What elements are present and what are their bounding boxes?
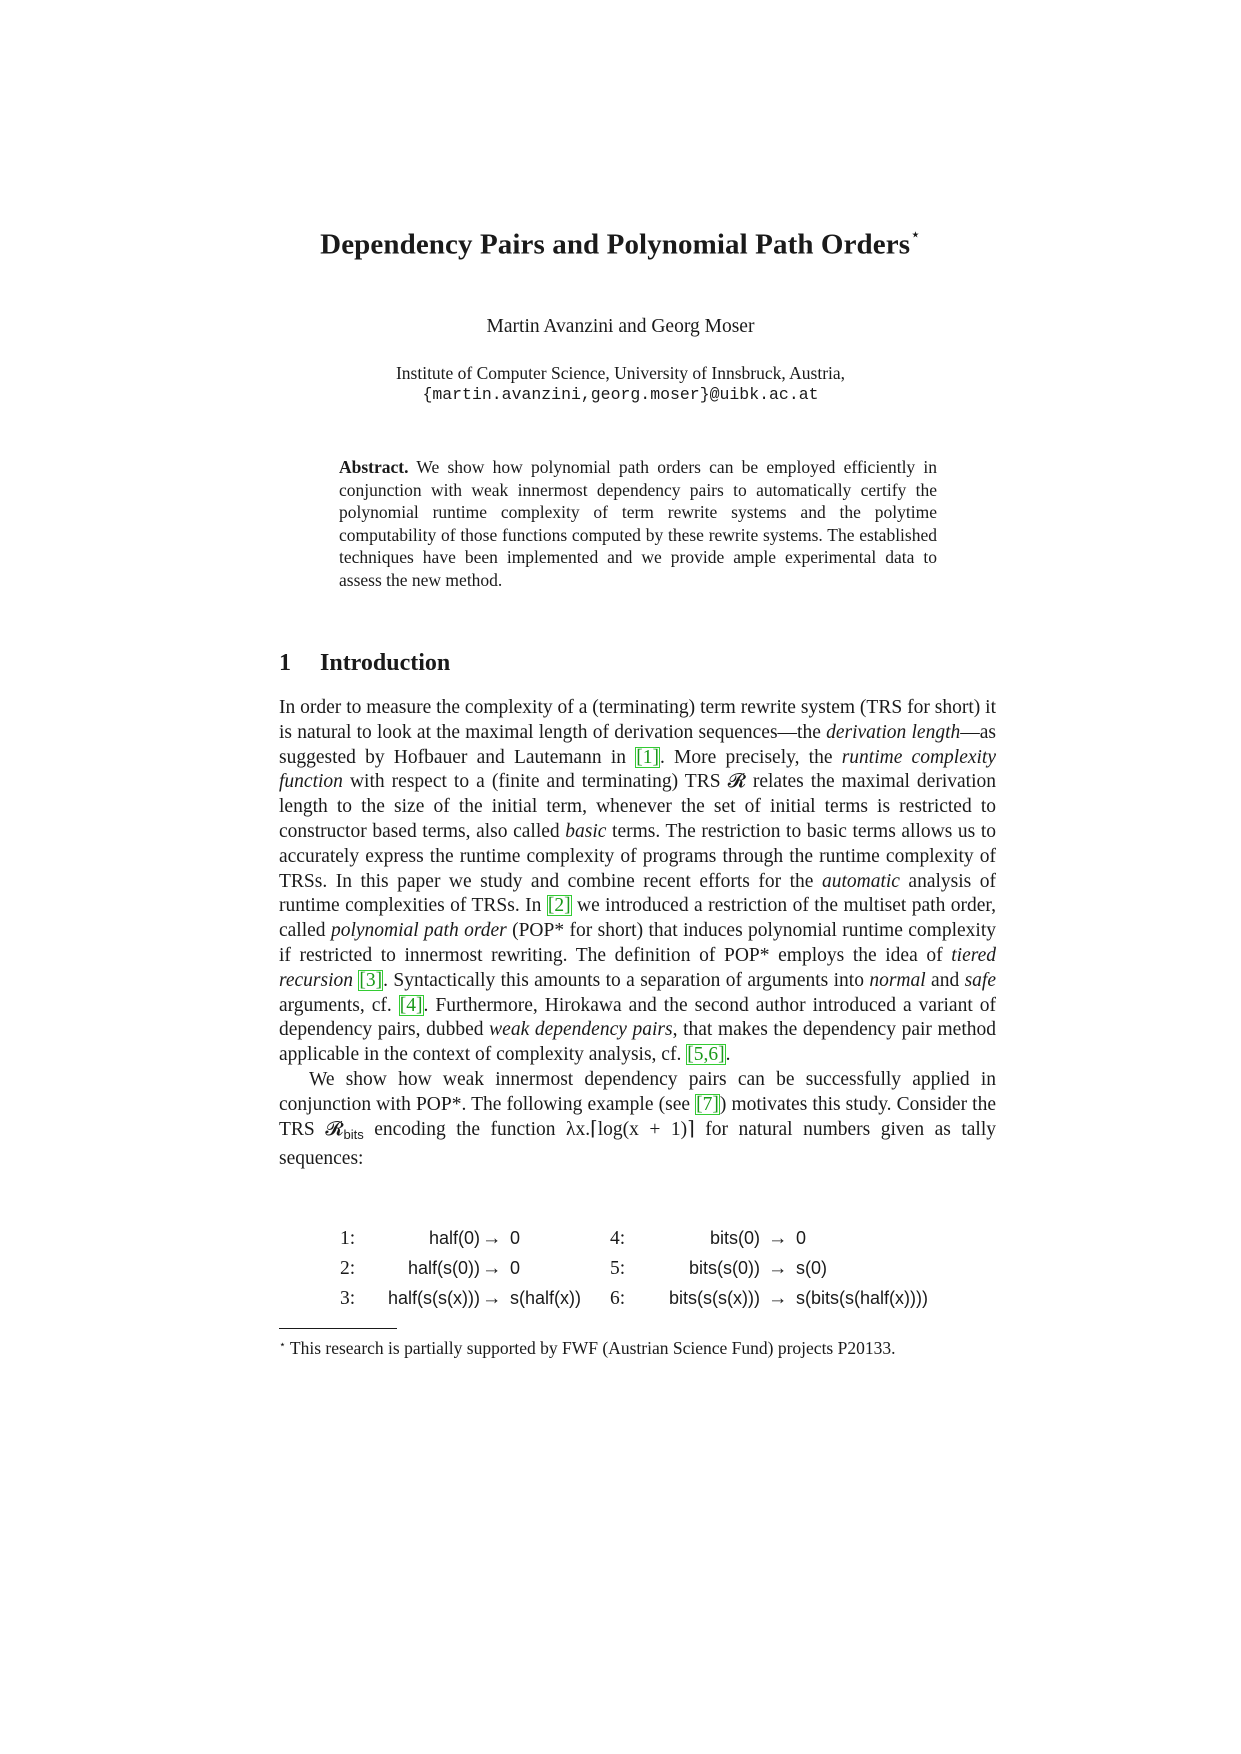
footnote-mark: ⋆ xyxy=(279,1339,286,1351)
title-text: Dependency Pairs and Polynomial Path Orders xyxy=(320,228,911,261)
section-heading xyxy=(279,650,450,677)
abstract-text: We show how polynomial path orders can be employed efficiently in conjunction with weak innermost dependency pairs to automatically certify the polynomial runtime complexity of term rewrite systems and the polytime computability of those functions computed by these rewrite systems. The established techniques have been implemented and we provide ample experimental data to assess the new method. xyxy=(339,457,937,590)
citation-link[interactable]: [2] xyxy=(547,895,571,917)
abstract-label: Abstract. xyxy=(339,457,409,477)
rule-lhs: bits(s(0)) xyxy=(689,1258,760,1278)
affiliation-block xyxy=(0,362,1241,406)
rule-rhs: 0 xyxy=(510,1258,521,1278)
affiliation: Institute of Computer Science, University of Innsbruck, Austria, xyxy=(395,363,846,383)
rule-arrow: → xyxy=(482,1228,502,1249)
rule-arrow: → xyxy=(482,1258,502,1279)
rule-arrow: → xyxy=(768,1228,788,1249)
footnote-text: This research is partially supported by FWF (Austrian Science Fund) projects P20133. xyxy=(289,1338,896,1358)
citation-link[interactable]: [7] xyxy=(696,1093,719,1115)
rule-number: 1: xyxy=(340,1228,356,1249)
rule-number: 6: xyxy=(610,1288,626,1309)
rule-rhs: s(0) xyxy=(796,1258,827,1278)
paper-title xyxy=(0,225,1241,262)
rule-lhs: half(0) xyxy=(428,1228,480,1248)
body-text xyxy=(279,696,996,1172)
rule-rhs: 0 xyxy=(510,1228,521,1248)
title-footnote-mark: ⋆ xyxy=(910,225,921,244)
footnote xyxy=(279,1334,996,1360)
rule-arrow: → xyxy=(768,1288,788,1309)
email[interactable]: {martin.avanzini,georg.moser}@uibk.ac.at xyxy=(422,385,819,404)
rule-number: 2: xyxy=(340,1258,356,1279)
rule-lhs: half(s(0)) xyxy=(407,1258,480,1278)
rule-number: 5: xyxy=(610,1258,626,1279)
rule-number: 4: xyxy=(610,1228,626,1249)
citation-link[interactable]: [1] xyxy=(636,746,659,768)
footnote-divider xyxy=(279,1328,397,1329)
abstract xyxy=(339,456,937,592)
rule-lhs: half(s(s(x))) xyxy=(388,1288,480,1308)
paragraph-1: In order to measure the complexity of a (terminating) term rewrite system (TRS for short) it is natural to look at the maximal length of derivation sequences—the derivation length—as suggested by Hofbauer and Lautemann in [1]. More precisely, the runtime complexity function with respect to a (finite and terminating) TRS 𝓡 relates the maximal derivation length to the size of the initial term, whenever the set of initial terms is restricted to constructor based terms, also called basic terms. The restriction to basic terms allows us to accurately express the runtime complexity of programs through the runtime complexity of TRSs. In this paper we study and combine recent efforts for the automatic analysis of runtime complexities of TRSs. In [2] we introduced a restriction of the multiset path order, called polynomial path order (POP* for short) that induces polynomial runtime complexity if restricted to innermost rewriting. The definition of POP* employs the idea of tiered recursion [3]. Syntactically this amounts to a separation of arguments into normal and safe arguments, cf. [4]. Furthermore, Hirokawa and the second author introduced a variant of dependency pairs, dubbed weak dependency pairs, that makes the dependency pair method applicable in the context of complexity analysis, cf. [5,6]. xyxy=(279,697,997,1066)
rule-number: 3: xyxy=(340,1288,356,1309)
rule-rhs: s(half(x)) xyxy=(510,1288,581,1308)
rule-lhs: bits(s(s(x))) xyxy=(669,1288,760,1308)
rule-rhs: 0 xyxy=(796,1228,807,1248)
citation-link[interactable]: [5,6] xyxy=(687,1044,725,1066)
paragraph-2: We show how weak innermost dependency pairs can be successfully applied in conjunction with POP*. The following example (see [7]) motivates this study. Consider the TRS 𝓡$_{bits}$ encoding the function λx.⌈log(x + 1)⌉ for natural numbers given as tally sequences: xyxy=(279,1068,996,1170)
rule-arrow: → xyxy=(482,1288,502,1309)
authors: Martin Avanzini and Georg Moser xyxy=(486,316,755,337)
rule-arrow: → xyxy=(768,1258,788,1279)
citation-link[interactable]: [4] xyxy=(399,994,423,1016)
citation-link[interactable]: [3] xyxy=(359,969,383,991)
rule-lhs: bits(0) xyxy=(709,1228,760,1248)
section-title: Introduction xyxy=(320,650,451,676)
section-number: 1 xyxy=(279,650,291,676)
rule-rhs: s(bits(s(half(x)))) xyxy=(796,1288,928,1308)
